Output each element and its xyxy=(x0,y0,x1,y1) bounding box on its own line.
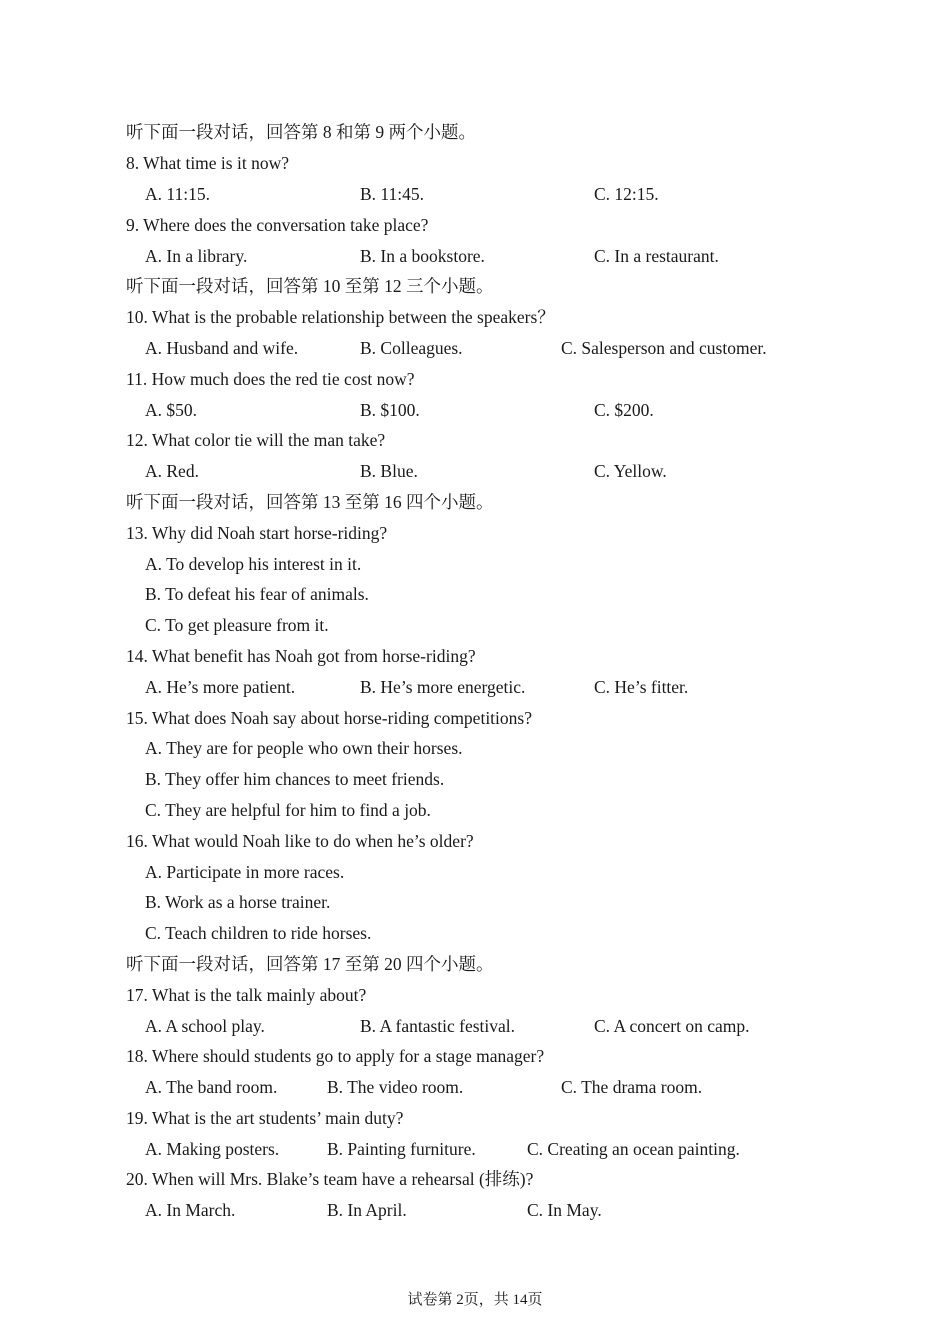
option-c: C. Teach children to ride horses. xyxy=(145,923,372,943)
option-b: B. A fantastic festival. xyxy=(360,1016,516,1036)
option-b: B. To defeat his fear of animals. xyxy=(145,584,369,604)
page-footer: 试卷第 2页，共 14页 xyxy=(407,1292,543,1308)
section-instruction: 听下面一段对话，回答第 17 至第 20 四个小题。 xyxy=(126,954,494,974)
option-c: C. A concert on camp. xyxy=(594,1016,750,1036)
question-9: 9. Where does the conversation take place? xyxy=(126,215,429,235)
option-b: B. $100. xyxy=(360,400,420,420)
option-a: A. Participate in more races. xyxy=(145,862,345,882)
option-b: B. In a bookstore. xyxy=(360,246,485,266)
option-a: A. In March. xyxy=(145,1200,236,1220)
question-12: 12. What color tie will the man take? xyxy=(126,430,386,450)
option-c: C. In May. xyxy=(527,1200,602,1220)
option-c: C. Salesperson and customer. xyxy=(561,338,767,358)
option-c: C. They are helpful for him to find a job. xyxy=(145,800,431,820)
question-15: 15. What does Noah say about horse-riding competitions? xyxy=(126,708,532,728)
option-b: B. In April. xyxy=(327,1200,407,1220)
option-a: A. $50. xyxy=(145,400,198,420)
option-b: B. Work as a horse trainer. xyxy=(145,892,331,912)
option-b: B. He’s more energetic. xyxy=(360,677,526,697)
option-c: C. The drama room. xyxy=(561,1077,703,1097)
option-b: B. Colleagues. xyxy=(360,338,463,358)
section-instruction: 听下面一段对话，回答第 8 和第 9 两个小题。 xyxy=(126,122,476,142)
question-13: 13. Why did Noah start horse-riding? xyxy=(126,523,388,543)
option-a: A. The band room. xyxy=(145,1077,278,1097)
option-c: C. Creating an ocean painting. xyxy=(527,1139,740,1159)
option-b: B. Blue. xyxy=(360,461,418,481)
question-18: 18. Where should students go to apply for a stage manager? xyxy=(126,1046,545,1066)
option-c: C. In a restaurant. xyxy=(594,246,719,266)
option-c: C. He’s fitter. xyxy=(594,677,689,697)
option-a: A. A school play. xyxy=(145,1016,265,1036)
option-a: A. He’s more patient. xyxy=(145,677,296,697)
option-a: A. Making posters. xyxy=(145,1139,280,1159)
option-b: B. Painting furniture. xyxy=(327,1139,476,1159)
option-a: A. 11:15. xyxy=(145,184,210,204)
option-c: C. To get pleasure from it. xyxy=(145,615,329,635)
option-a: A. To develop his interest in it. xyxy=(145,554,362,574)
option-b: B. They offer him chances to meet friends. xyxy=(145,769,445,789)
option-c: C. $200. xyxy=(594,400,654,420)
option-c: C. Yellow. xyxy=(594,461,667,481)
option-a: A. In a library. xyxy=(145,246,248,266)
option-b: B. 11:45. xyxy=(360,184,425,204)
section-instruction: 听下面一段对话，回答第 10 至第 12 三个小题。 xyxy=(126,276,494,296)
question-17: 17. What is the talk mainly about? xyxy=(126,985,367,1005)
question-8: 8. What time is it now? xyxy=(126,153,289,173)
question-14: 14. What benefit has Noah got from horse-riding? xyxy=(126,646,476,666)
option-c: C. 12:15. xyxy=(594,184,659,204)
question-10: 10. What is the probable relationship between the speakers？ xyxy=(126,307,555,327)
question-16: 16. What would Noah like to do when he’s older? xyxy=(126,831,474,851)
question-19: 19. What is the art students’ main duty? xyxy=(126,1108,404,1128)
section-instruction: 听下面一段对话，回答第 13 至第 16 四个小题。 xyxy=(126,492,494,512)
question-20: 20. When will Mrs. Blake’s team have a rehearsal (排练)? xyxy=(126,1169,534,1189)
option-a: A. They are for people who own their horses. xyxy=(145,738,463,758)
option-b: B. The video room. xyxy=(327,1077,464,1097)
question-11: 11. How much does the red tie cost now? xyxy=(126,369,415,389)
option-a: A. Husband and wife. xyxy=(145,338,299,358)
option-a: A. Red. xyxy=(145,461,199,481)
